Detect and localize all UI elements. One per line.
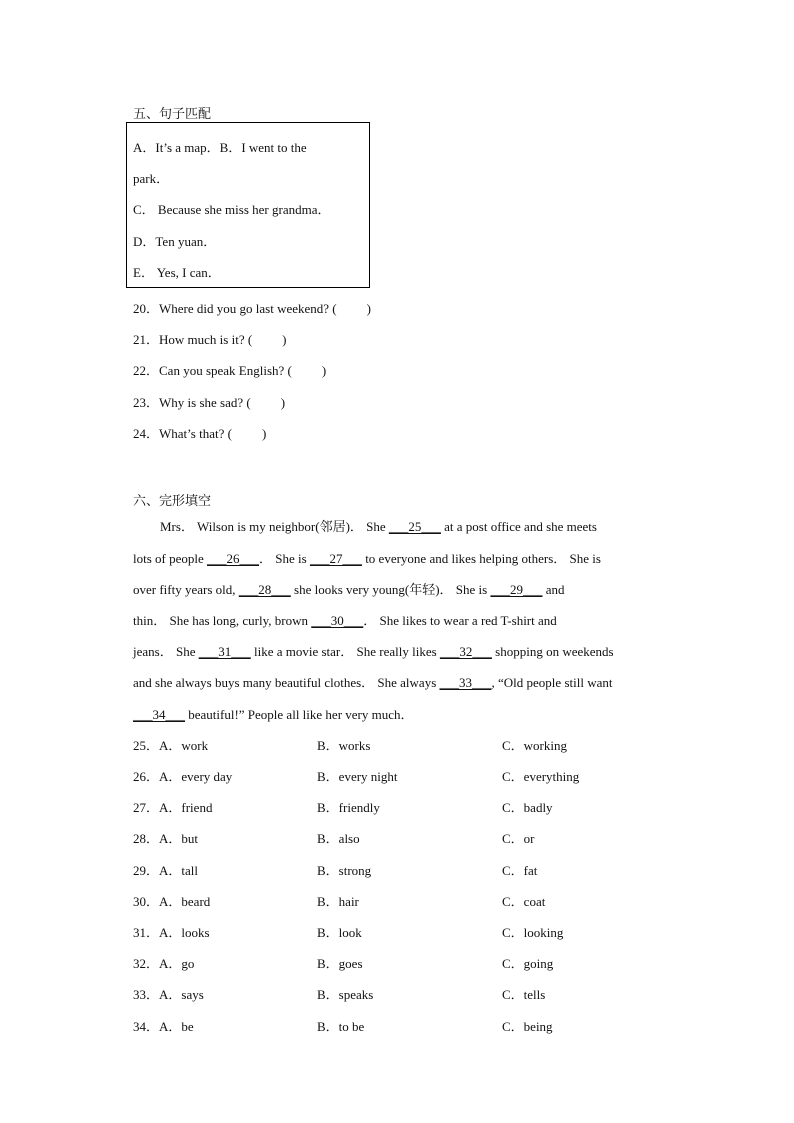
question-number: 22． bbox=[133, 363, 160, 378]
option-row-31 bbox=[133, 922, 673, 940]
option-c[interactable]: C．working bbox=[502, 738, 568, 753]
question-close: ) bbox=[261, 426, 267, 441]
question-21 bbox=[133, 329, 287, 348]
passage-text: at a post office and she meets bbox=[440, 519, 597, 534]
option-a-text: A．work bbox=[159, 738, 209, 753]
passage-text: , “Old people still want bbox=[491, 675, 613, 690]
option-c[interactable]: C．everything bbox=[502, 769, 580, 784]
section6-title: 六、完形填空 bbox=[133, 493, 212, 508]
passage-text: over fifty years old, bbox=[133, 582, 239, 597]
option-c[interactable]: C．going bbox=[502, 956, 554, 971]
option-row-29 bbox=[133, 860, 673, 878]
option-number: 34． bbox=[133, 1019, 160, 1034]
passage-text: like a movie star． She really likes bbox=[250, 644, 440, 659]
question-20 bbox=[133, 298, 371, 317]
passage-line bbox=[133, 579, 565, 598]
option-number: 27． bbox=[133, 800, 160, 815]
passage-line bbox=[133, 548, 601, 567]
box-line: park． bbox=[133, 171, 170, 186]
option-number: 31． bbox=[133, 925, 160, 940]
question-text: Can you speak English? ( bbox=[159, 363, 292, 378]
question-close: ) bbox=[321, 363, 327, 378]
option-a[interactable] bbox=[133, 984, 204, 1003]
option-number: 28． bbox=[133, 831, 160, 846]
question-number: 24． bbox=[133, 426, 160, 441]
option-row-34 bbox=[133, 1016, 673, 1034]
passage-line bbox=[133, 672, 612, 691]
passage-text: ． She likes to wear a red T-shirt and bbox=[363, 613, 557, 628]
option-c[interactable]: C．badly bbox=[502, 800, 553, 815]
option-row-33 bbox=[133, 984, 673, 1002]
box-line: C． Because she miss her grandma． bbox=[133, 202, 331, 217]
passage-text: Mrs． Wilson is my neighbor(邻居)． She bbox=[160, 519, 389, 534]
question-close: ) bbox=[366, 301, 371, 316]
passage-text: and she always buys many beautiful clothes． She always bbox=[133, 675, 440, 690]
blank-29[interactable]: ___29___ bbox=[490, 582, 543, 597]
option-c[interactable]: C．coat bbox=[502, 894, 546, 909]
option-a-text: A．says bbox=[159, 987, 204, 1002]
passage-text: thin． She has long, curly, brown bbox=[133, 613, 312, 628]
passage-text: ． She is bbox=[259, 551, 310, 566]
option-b[interactable]: B．every night bbox=[317, 769, 398, 784]
passage-text: shopping on weekends bbox=[491, 644, 614, 659]
passage-text: jeans． She bbox=[133, 644, 199, 659]
passage-text: to everyone and likes helping others． She is bbox=[361, 551, 601, 566]
option-row-25 bbox=[133, 735, 673, 753]
box-line: A．It’s a map．B．I went to the bbox=[133, 140, 307, 155]
question-22 bbox=[133, 360, 326, 379]
option-b[interactable]: B．also bbox=[317, 831, 360, 846]
passage-line bbox=[160, 516, 597, 535]
option-a[interactable] bbox=[133, 1016, 194, 1035]
option-a-text: A．but bbox=[159, 831, 199, 846]
blank-26[interactable]: ___26___ bbox=[207, 551, 260, 566]
option-a[interactable] bbox=[133, 953, 194, 972]
blank-33[interactable]: ___33___ bbox=[439, 675, 492, 690]
option-b[interactable]: B．works bbox=[317, 738, 371, 753]
cloze-passage bbox=[133, 516, 663, 722]
option-c[interactable]: C．tells bbox=[502, 987, 546, 1002]
option-a-text: A．beard bbox=[159, 894, 211, 909]
option-a-text: A．tall bbox=[159, 863, 199, 878]
option-number: 33． bbox=[133, 987, 160, 1002]
blank-25[interactable]: ___25___ bbox=[388, 519, 441, 534]
question-23 bbox=[133, 392, 285, 411]
passage-text: she looks very young(年轻)． She is bbox=[290, 582, 491, 597]
option-a-text: A．go bbox=[159, 956, 195, 971]
blank-28[interactable]: ___28___ bbox=[238, 582, 291, 597]
question-close: ) bbox=[282, 332, 287, 347]
passage-line bbox=[133, 704, 414, 723]
question-text: What’s that? ( bbox=[159, 426, 232, 441]
box-line: D．Ten yuan． bbox=[133, 234, 217, 249]
option-b[interactable]: B．hair bbox=[317, 894, 359, 909]
option-c[interactable]: C．being bbox=[502, 1019, 553, 1034]
question-text: Where did you go last weekend? ( bbox=[159, 301, 337, 316]
option-a[interactable] bbox=[133, 797, 212, 816]
option-number: 30． bbox=[133, 894, 160, 909]
question-24 bbox=[133, 423, 266, 442]
answer-options-box bbox=[126, 122, 370, 288]
passage-text: beautiful!” People all like her very much． bbox=[185, 707, 414, 722]
option-number: 26． bbox=[133, 769, 160, 784]
option-row-26 bbox=[133, 766, 673, 784]
option-a-text: A．friend bbox=[159, 800, 213, 815]
option-b[interactable]: B．look bbox=[317, 925, 362, 940]
option-a[interactable] bbox=[133, 891, 210, 910]
option-a-text: A．every day bbox=[159, 769, 233, 784]
option-a[interactable] bbox=[133, 922, 210, 941]
passage-line bbox=[133, 641, 614, 660]
option-c[interactable]: C．or bbox=[502, 831, 535, 846]
blank-32[interactable]: ___32___ bbox=[439, 644, 492, 659]
option-row-30 bbox=[133, 891, 673, 909]
option-number: 29． bbox=[133, 863, 160, 878]
option-a-text: A．be bbox=[159, 1019, 194, 1034]
option-c[interactable]: C．looking bbox=[502, 925, 564, 940]
blank-34[interactable]: ___34___ bbox=[133, 707, 185, 722]
option-a[interactable] bbox=[133, 766, 232, 785]
option-a-text: A．looks bbox=[159, 925, 210, 940]
question-text: Why is she sad? ( bbox=[159, 395, 251, 410]
option-b[interactable]: B．to be bbox=[317, 1019, 365, 1034]
question-number: 21． bbox=[133, 332, 160, 347]
option-b[interactable]: B．strong bbox=[317, 863, 372, 878]
option-row-32 bbox=[133, 953, 673, 971]
question-number: 20． bbox=[133, 301, 160, 316]
blank-31[interactable]: ___31___ bbox=[198, 644, 251, 659]
option-b[interactable]: B．speaks bbox=[317, 987, 374, 1002]
option-row-28 bbox=[133, 828, 673, 846]
option-b[interactable]: B．goes bbox=[317, 956, 363, 971]
option-b[interactable]: B．friendly bbox=[317, 800, 380, 815]
option-a[interactable] bbox=[133, 860, 198, 879]
blank-27[interactable]: ___27___ bbox=[309, 551, 362, 566]
passage-text: and bbox=[542, 582, 565, 597]
passage-line bbox=[133, 610, 557, 629]
option-c[interactable]: C．fat bbox=[502, 863, 538, 878]
question-text: How much is it? ( bbox=[159, 332, 253, 347]
option-a[interactable] bbox=[133, 828, 198, 847]
option-a[interactable] bbox=[133, 735, 208, 754]
option-row-27 bbox=[133, 797, 673, 815]
box-line: E． Yes, I can． bbox=[133, 265, 221, 280]
blank-30[interactable]: ___30___ bbox=[311, 613, 364, 628]
section5-title: 五、句子匹配 bbox=[133, 106, 212, 121]
option-number: 32． bbox=[133, 956, 160, 971]
option-number: 25． bbox=[133, 738, 160, 753]
question-number: 23． bbox=[133, 395, 160, 410]
passage-text: lots of people bbox=[133, 551, 208, 566]
question-close: ) bbox=[280, 395, 286, 410]
